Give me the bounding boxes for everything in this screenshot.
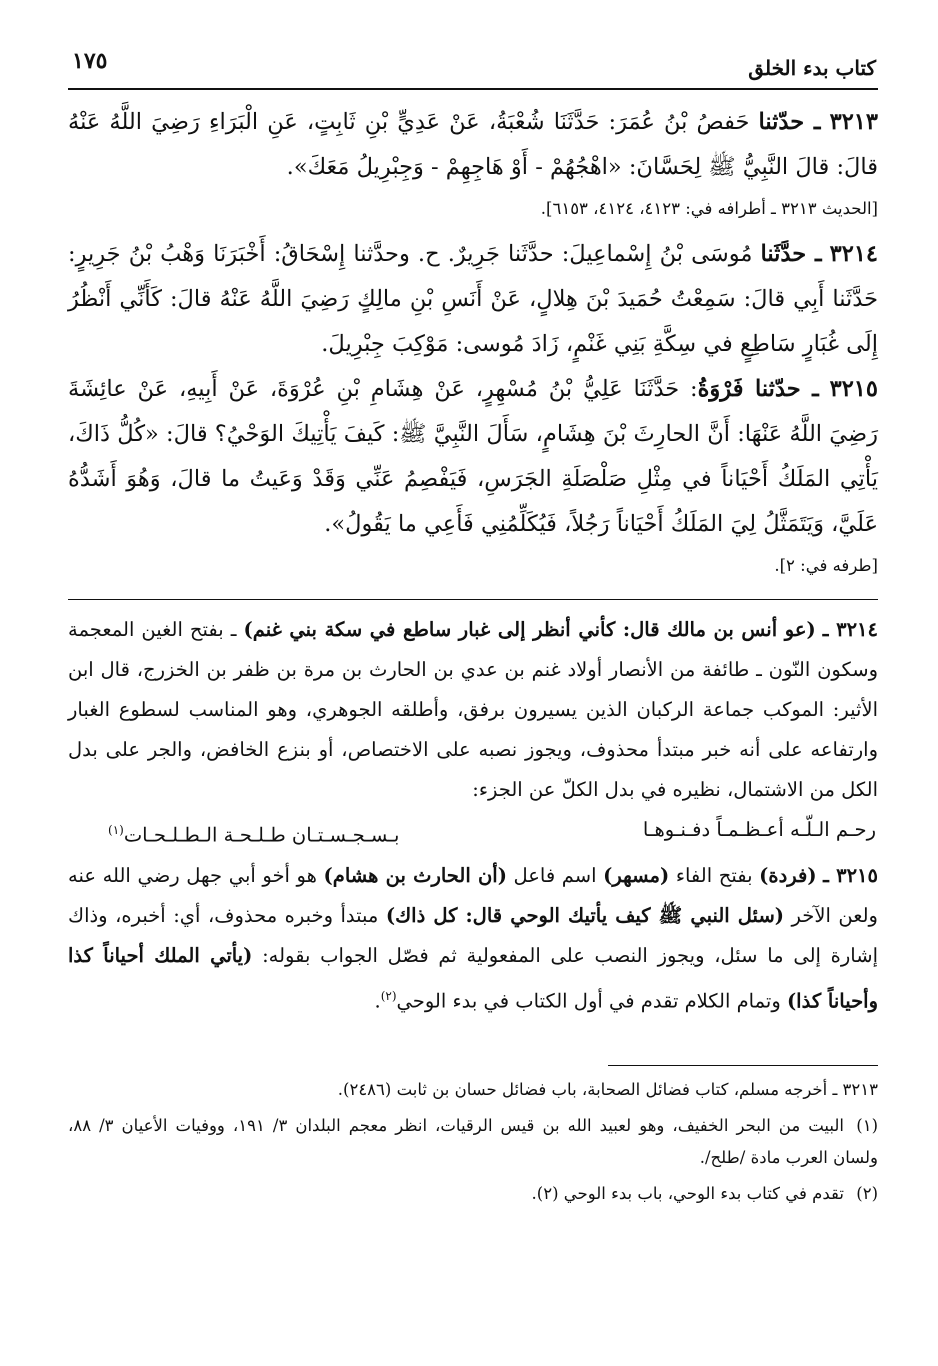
commentary-divider: [68, 599, 878, 600]
footnotes-section: [68, 1074, 878, 1210]
commentary-quote: (عو أنس بن مالك قال: كأني أنظر إلى غبار ساطع في سكة بني غنم): [243, 618, 816, 641]
commentary-quote: (سئل النبي ﷺ كيف يأتيك الوحي قال: كل ذاك): [385, 903, 785, 927]
hadith-body: حَفصُ بْنُ عُمَرَ: حَدَّثَنَا شُعْبَةُ، عَنْ عَدِيٍّ بْنِ ثَابِتٍ، عَنِ الْبَرَاءِ رَضِيَ اللَّهُ عَنْهُ قالَ: قالَ النَّبِيُّ ﷺ لِحَسَّانَ: «اهْجُهُمْ - أَوْ هَاجِهِمْ - وَجِبْرِيلُ مَعَكَ».: [68, 109, 878, 180]
commentary-body: اسم فاعل: [513, 863, 597, 887]
hadith-3214: ٣٢١٤ ـ حدَّثَنا مُوسَى بْنُ إِسْماعِيلَ: حدَّثَنا جَرِيرٌ. ح. وحدَّثنا إِسْحَاقُ: أَخْبَرَنَا وَهْبُ بْنُ جَرِيرٍ: حَدَّثَنا أَبِي قالَ: سَمِعْتُ حُمَيدَ بْنَ هِلالٍ، عَنْ أَنَسِ بْنِ مالِكٍ رَضِيَ اللَّهُ عَنْهُ قالَ: كَأَنِّي أَنْظُرُ إِلَى غُبَارٍ سَاطِعٍ في سِكَّةِ بَنِي غَنْمٍ، زَادَ مُوسى: مَوْكِبَ جِبْرِيلَ.: [68, 241, 878, 357]
poem-verse: [68, 810, 878, 856]
footnote-item: [68, 1178, 878, 1210]
commentary-quote: (أن الحارث بن هشام): [323, 863, 507, 887]
commentary-quote: (يأتي الملك أحياناً كذا وأحياناً كذا): [68, 943, 878, 1012]
hadith-number: ٣٢١٣: [829, 109, 878, 135]
hadith-opening: حدَّثَنا: [760, 241, 807, 267]
hadith-opening: حدّثنا فَرْوَةُ: [697, 376, 801, 402]
hadith-opening: حدّثنا: [758, 109, 805, 135]
footnote-divider: [608, 1065, 878, 1066]
hadith-number: ٣٢١٤: [829, 241, 878, 267]
hadith-body: مُوسَى بْنُ إِسْماعِيلَ: حدَّثَنا جَرِيرٌ. ح. وحدَّثنا إِسْحَاقُ: أَخْبَرَنَا وَهْبُ بْنُ جَرِيرٍ: حَدَّثَنا أَبِي قالَ: سَمِعْتُ حُمَيدَ بْنَ هِلالٍ، عَنْ أَنَسِ بْنِ مالِكٍ رَضِيَ اللَّهُ عَنْهُ قالَ: كَأَنِّي أَنْظُرُ إِلَى غُبَارٍ سَاطِعٍ في سِكَّةِ بَنِي غَنْمٍ، زَادَ مُوسى: مَوْكِبَ جِبْرِيلَ.: [68, 241, 878, 357]
poem-hemistich-second: بـسـجـسـتـان طـلـحـة الـطـلـحـات$^{(١)}$: [108, 823, 400, 847]
footnote-number: (٢): [856, 1184, 878, 1203]
footnote-number: (١): [856, 1116, 878, 1135]
poem-hemistich-first: رحـم الـلّـه أعـظـمـاً دفـنـوهـا: [642, 818, 876, 841]
commentary-number: ٣٢١٥ ـ: [823, 863, 878, 887]
commentary-body: وتمام الكلام تقدم في أول الكتاب في بدء الوحي: [396, 989, 781, 1012]
footnote-marker: (٢): [380, 988, 397, 1003]
footnote-item: [68, 1110, 878, 1174]
hadith-reference: [طرفه في: ٢].: [774, 556, 878, 575]
book-title: كتاب بدء الخلق: [748, 56, 876, 80]
page-number: ١٧٥: [72, 48, 108, 74]
footnote-text: البيت من البحر الخفيف، وهو لعبيد الله بن قيس الرقيات، انظر معجم البلدان ٣/ ١٩١، ووفيات الأعيان ٣/ ٨٨، ولسان العرب مادة /طلح/.: [68, 1116, 878, 1167]
footnote-item: [68, 1074, 878, 1106]
commentary-quote: (مسهر): [603, 863, 670, 887]
commentary-body: بفتح الفاء: [675, 863, 753, 887]
footnote-marker: (١): [108, 823, 124, 837]
hadith-number: ٣٢١٥: [829, 376, 878, 402]
hadith-body: : حَدَّثَنَا عَلِيُّ بْنُ مُسْهِرٍ، عَنْ هِشَامِ بْنِ عُرْوَةَ، عَنْ أَبِيهِ، عَنْ عائِشَةَ رَضِيَ اللَّهُ عَنْهَا: أَنَّ الحارِثَ بْنَ هِشَامٍ، سَأَلَ النَّبِيَّ ﷺ: كَيفَ يَأْتِيكَ الوَحْيُ؟ قالَ: «كُلُّ ذَاكَ، يَأْتِي المَلَكُ أَحْيَاناً في مِثْلِ صَلْصَلَةِ الجَرَسِ، فَيَفْصِمُ عَنِّي وَقَدْ وَعَيتُ ما قالَ، وَهُوَ أَشَدُّهُ عَلَيَّ، وَيَتَمَثَّلُ لِيَ المَلَكُ أَحْيَاناً رَجُلاً، فَيُكَلِّمُنِي فَأَعِي ما يَقُولُ».: [68, 376, 878, 537]
commentary-body: ـ بفتح الغين المعجمة وسكون النّون ـ طائفة من الأنصار أولاد غنم بن عدي بن الحارث بن مرة بن ظفر بن الخزرج، قال ابن الأثير: الموكب جماعة الركبان الذين يسيرون برفق، وأطلقه الجوهري، وهو المناسب لسطوع الغبار وارتفاعه على أنه خبر مبتدأ محذوف، ويجوز نصبه على الاختصاص، أو بنزع الخافض، والجر على بدل الكل من الاشتمال، نظيره في بدل الكلّ عن الجزء:: [68, 618, 878, 801]
book-page: [68, 38, 878, 1346]
hadith-3213: ٣٢١٣ ـ حدّثنا حَفصُ بْنُ عُمَرَ: حَدَّثَنَا شُعْبَةُ، عَنْ عَدِيٍّ بْنِ ثَابِتٍ، عَنِ الْبَرَاءِ رَضِيَ اللَّهُ عَنْهُ قالَ: قالَ النَّبِيُّ ﷺ لِحَسَّانَ: «اهْجُهُمْ - أَوْ هَاجِهِمْ - وَجِبْرِيلُ مَعَكَ».: [68, 109, 878, 180]
commentary-3214: [68, 610, 878, 810]
page-header: [68, 38, 878, 90]
commentary-3215: ٣٢١٥ ـ (فردة) بفتح الفاء (مسهر) اسم فاعل (أن الحارث بن هشام) هو أخو أبي جهل رضي الله عنه ولعن الآخر (سئل النبي ﷺ كيف يأتيك الوحي قال: كل ذاك) مبتدأ وخبره محذوف، أي: أخبره، وذاك إشارة إلى ما سئل، ويجوز النصب على المفعولية ثم فصّل الجواب بقوله: (يأتي الملك أحياناً كذا وأحياناً كذا) وتمام الكلام تقدم في أول الكتاب في بدء الوحي$^{(٢)}$.: [68, 863, 878, 1012]
footnote-text: تقدم في كتاب بدء الوحي، باب بدء الوحي (٢).: [531, 1184, 844, 1203]
footnote-text: ٣٢١٣ ـ أخرجه مسلم، كتاب فضائل الصحابة، باب فضائل حسان بن ثابت (٢٤٨٦).: [337, 1080, 878, 1099]
hadith-reference: [الحديث ٣٢١٣ ـ أطرافه في: ٤١٢٣، ٤١٢٤، ٦١٥٣].: [540, 199, 878, 218]
commentary-body: هو أخو أبي جهل رضي الله عنه ولعن الآخر: [68, 863, 878, 927]
commentary-body: مبتدأ وخبره محذوف، أي: أخبره، وذاك إشارة إلى ما سئل، ويجوز النصب على المفعولية ثم فصّل الجواب بقوله:: [68, 903, 878, 967]
hadith-3215: ٣٢١٥ ـ حدّثنا فَرْوَةُ: حَدَّثَنَا عَلِيُّ بْنُ مُسْهِرٍ، عَنْ هِشَامِ بْنِ عُرْوَةَ، عَنْ أَبِيهِ، عَنْ عائِشَةَ رَضِيَ اللَّهُ عَنْهَا: أَنَّ الحارِثَ بْنَ هِشَامٍ، سَأَلَ النَّبِيَّ ﷺ: كَيفَ يَأْتِيكَ الوَحْيُ؟ قالَ: «كُلُّ ذَاكَ، يَأْتِي المَلَكُ أَحْيَاناً في مِثْلِ صَلْصَلَةِ الجَرَسِ، فَيَفْصِمُ عَنِّي وَقَدْ وَعَيتُ ما قالَ، وَهُوَ أَشَدُّهُ عَلَيَّ، وَيَتَمَثَّلُ لِيَ المَلَكُ أَحْيَاناً رَجُلاً، فَيُكَلِّمُنِي فَأَعِي ما يَقُولُ».: [68, 376, 878, 537]
commentary-quote: (فردة): [759, 863, 817, 887]
commentary-number: ٣٢١٤ ـ: [822, 618, 878, 641]
commentary-section: [68, 610, 878, 1021]
hadith-text-section: [68, 100, 878, 585]
